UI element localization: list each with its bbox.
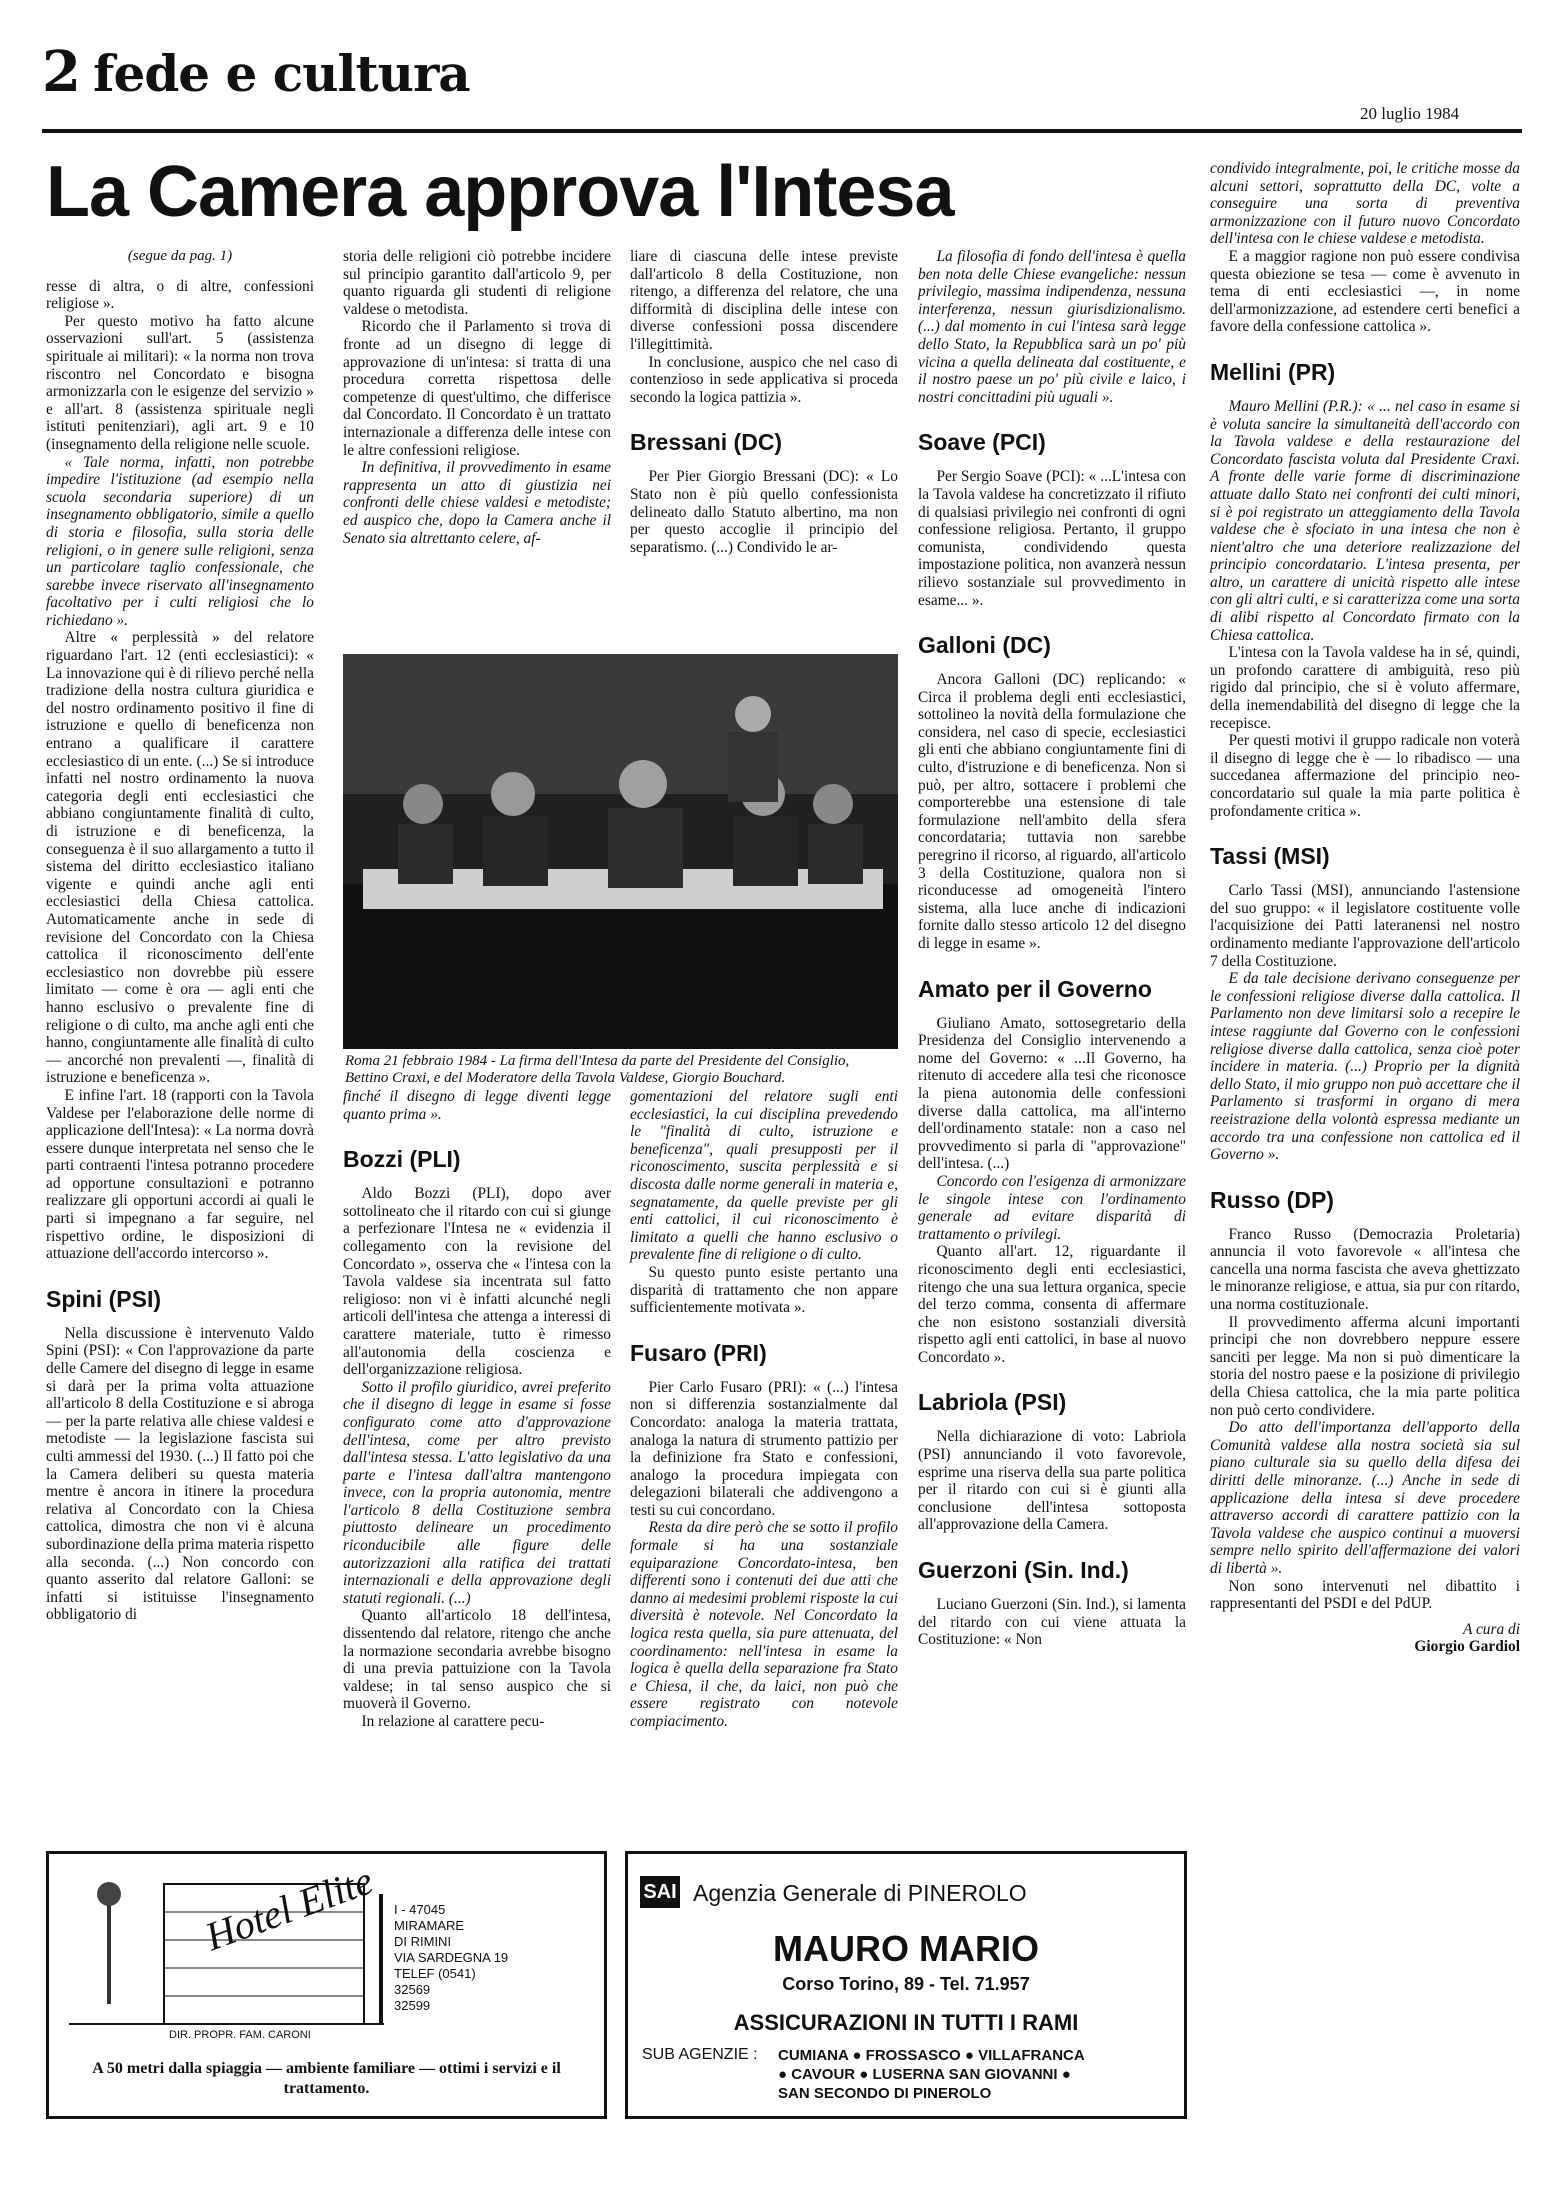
paragraph: resse di altra, o di altre, confessioni religiose ».	[46, 277, 314, 313]
paragraph: Carlo Tassi (MSI), annunciando l'astensione del suo gruppo: « il legislatore costituente volle l'acquisizione dei Patti lateranensi nel nostro ordinamento mediante l'approvazione dell'articolo 7 della Costituzione.	[1210, 882, 1520, 970]
paragraph: E infine l'art. 18 (rapporti con la Tavola Valdese per l'elaborazione delle norme di applicazione dell'Intesa): « La norma dovrà essere dunque interpretata nel senso che le parti contraenti l'intesa potranno procedere ad opportune consultazioni e potranno realizzare gli opportuni accordi ai quali le parti si impegnano a far seguire, nel rispettivo ordine, le disposizioni di attuazione dell'accordo intercorso ».	[46, 1086, 314, 1263]
continued-note: (segue da pag. 1)	[127, 248, 233, 264]
paragraph: E da tale decisione derivano conseguenze per le confessioni religiose diverse dalla cattolica. Il Parlamento non deve limitarsi solo a recepire le intese raggiunte dal Governo con le confessioni religiose diverse dalla cattolica, senza cioè poter incidere in materia. (...) Proprio per la dignità dello Stato, il mio gruppo non può accettare che il Parlamento si trasformi in organo di mera reeistrazione della volontà espressa mediante un accordo tra una confessione non cattolica ed il Governo ».	[1210, 970, 1520, 1164]
subhead-amato: Amato per il Governo	[918, 975, 1152, 1002]
address-line: 32569	[394, 1982, 431, 1997]
column-2-top	[343, 248, 611, 547]
subhead-labriola: Labriola (PSI)	[918, 1389, 1067, 1416]
paragraph: Aldo Bozzi (PLI), dopo aver sottolineato che il ritardo con cui si giunge a perfezionare l'Intesa ne « evidenzia il collegamento con la revisione del Concordato », osserva che « l'intesa con la Tavola valdese sia incentrata sul fatto religioso: non vi è infatti alcunché negli articoli dell'intesa che attenga a interessi di carattere materiale, tutto è rimesso all'autonomia della coscienza e dell'organizzazione religiosa.	[343, 1185, 611, 1379]
hotel-management: DIR. PROPR. FAM. CARONI	[169, 2029, 311, 2041]
column-3-top	[630, 248, 898, 556]
sai-name: MAURO MARIO	[773, 1928, 1039, 1969]
paragraph: Per questi motivi il gruppo radicale non voterà il disegno di legge che è — lo ribadisco — una succedanea affermazione del principio neo-concordatario sul quale la mia parte politica è profondamente critica ».	[1210, 732, 1520, 820]
paragraph: In relazione al carattere pecu-	[361, 1713, 545, 1730]
address-line: TELEF (0541)	[394, 1966, 476, 1981]
paragraph: Il provvedimento afferma alcuni importanti principi che non dovrebbero neppure essere sanciti per legge. Ma non si può dimenticare la storia del nostro paese e la posizione di privilegio della Chiesa cattolica, che la mia parte politica non può certo condividere.	[1210, 1313, 1520, 1419]
sai-agency: Agenzia Generale di PINEROLO	[693, 1880, 1027, 1906]
paragraph: Su questo punto esiste pertanto una disparità di trattamento che non appare sufficientemente motivata ».	[630, 1263, 898, 1317]
paragraph: Resta da dire però che se sotto il profilo formale si ha una sostanziale equiparazione Concordato-intesa, ben differenti sono i contenuti dei due atti che danno ai medesimi problemi risposte la cui diversità è notevole. Nel Concordato la logica resta quella, sia pure attenuata, del coordinamento: nell'intesa in esame la logica è quella della separazione fra Stato e Chiesa, il che, da laici, non può che essere registrato con notevole compiacimento.	[630, 1519, 898, 1730]
address-line: I - 47045	[394, 1902, 446, 1917]
paragraph: Non sono intervenuti nel dibattito i rappresentanti del PSDI e del PdUP.	[1210, 1577, 1520, 1613]
sai-advertisement	[625, 1851, 1187, 2119]
hotel-tagline: A 50 metri dalla spiaggia — ambiente familiare — ottimi i servizi e il trattamento.	[92, 2060, 561, 2097]
sai-agency-line: SAN SECONDO DI PINEROLO	[778, 2085, 992, 2102]
subhead-spini: Spini (PSI)	[46, 1285, 161, 1312]
subhead-bozzi: Bozzi (PLI)	[343, 1146, 461, 1173]
subhead-mellini: Mellini (PR)	[1210, 358, 1336, 385]
column-3-bottom	[630, 1088, 898, 1731]
sai-sub-agencies	[778, 2046, 1085, 2103]
sai-logo: SAI	[640, 1876, 680, 1908]
headline: La Camera approva l'Intesa	[46, 152, 954, 232]
column-1	[46, 248, 314, 1624]
paragraph: Altre « perplessità » del relatore riguardano l'art. 12 (enti ecclesiastici): « La innovazione qui è di rilievo perché nella tradizione della nostra cultura giuridica e del nostro ordinamento positivo il fine di istruzione e quello di beneficenza non entrano a qualificare il carattere ecclesiastico di un ente. (...) Se si introduce infatti nel nostro ordinamento la nuova categoria degli enti ecclesiastici che abbiano congiuntamente finalità di culto, di istruzione e di beneficenza, la conseguenza è il suo allargamento a tutto il sistema del diritto ecclesiastico italiano vigente e quindi anche agli enti ecclesiastici della Chiesa cattolica. Automaticamente anche in sede di revisione del Concordato con la Chiesa cattolica il riconoscimento dell'ente ecclesiastico non dovrebbe più essere limitato — come è ora — agli enti che hanno esclusivo o prevalente fine di religione o di culto, ma anche agli enti che hanno, congiuntamente alle finalità di culto — ancorché non prevalenti —, finalità di istruzione e beneficenza ».	[46, 629, 314, 1087]
photo-caption: Roma 21 febbraio 1984 - La firma dell'Intesa da parte del Presidente del Consiglio, Bettino Craxi, e del Moderatore della Tavola Valdese, Giorgio Bouchard.	[345, 1053, 850, 1086]
paragraph: « Tale norma, infatti, non potrebbe impedire l'istituzione (ad esempio nella scuola secondaria superiore) di un insegnamento obbligatorio, simile a quello di storia e filosofia, sulla storia delle religioni, o in genere sulle religioni, senza un particolare taglio confessionale, che sarebbe invece riservato all'insegnamento facoltativo per i culti religiosi che lo richiedano ».	[46, 453, 314, 629]
paragraph: Franco Russo (Democrazia Proletaria) annuncia il voto favorevole « all'intesa che cancella una norma fascista che aveva ghettizzato le minoranze religiose, e attua, sia pur con ritardo, una norma costituzionale.	[1210, 1225, 1520, 1314]
photo-illustration	[343, 654, 898, 1049]
paragraph: Quanto all'art. 12, riguardante il riconoscimento degli enti ecclesiastici, ritengo che una sua lettura organica, specie del terzo comma, consenta di affermare che non esistono sostanziali diversità rispetto agli enti cattolici, in base al nuovo Concordato ».	[918, 1243, 1186, 1366]
paragraph: Sotto il profilo giuridico, avrei preferito che il disegno di legge in esame si fosse configurato come atto d'approvazione dell'intesa, come per altro previsto dall'intesa stessa. L'atto legislativo da una parte e l'intesa dall'altra mantengono invece, con la propria autonomia, mentre l'articolo 8 della Costituzione sembra piuttosto delineare un procedimento riconducibile alle figure delle autorizzazioni alla ratifica dei trattati internazionali e della approvazione degli statuti regionali. (...)	[343, 1378, 611, 1607]
subhead-fusaro: Fusaro (PRI)	[630, 1339, 767, 1366]
column-2-bottom	[343, 1088, 611, 1731]
sai-address: Corso Torino, 89 - Tel. 71.957	[782, 1974, 1030, 1994]
address-line: VIA SARDEGNA 19	[394, 1950, 509, 1965]
paragraph: condivido integralmente, poi, le critiche mosse da alcuni settori, soprattutto della DC, volte a conseguire una sorta di preventiva armonizzazione con il futuro nuovo Concordato dell'intesa con le chiese valdese e metodista.	[1210, 160, 1520, 248]
paragraph: liare di ciascuna delle intese previste dall'articolo 8 della Costituzione, non ritengo, a differenza del relatore, che una difformità di disciplina delle intese con diverse confessioni possa discendere l'illegittimità.	[630, 248, 898, 353]
credit-label: A cura di	[1462, 1620, 1520, 1638]
credit-name: Giorgio Gardiol	[1414, 1638, 1520, 1656]
signing-photo	[343, 654, 898, 1049]
page-number: 2	[42, 39, 81, 105]
subhead-bressani: Bressani (DC)	[630, 429, 783, 456]
paragraph: Mauro Mellini (P.R.): « ... nel caso in esame si è voluta sancire la simultaneità dell'accordo con la Tavola valdese e della restaurazione del Concordato fascista voluta dal Presidente Craxi. A fronte delle varie forme di discriminazione attuate dallo Stato nei confronti dei culti minori, si è poi registrato un atteggiamento della Tavola valdese che è sfociato in una intesa che non è nient'altro che una deteriore realizzazione del principio concordatario. L'intesa presenta, per altro, un carattere di unicità rispetto alle intese con gli altri culti, e si caratterizza come una sorta di alibi rispetto al Concordato firmato con la Chiesa cattolica.	[1210, 397, 1520, 644]
paragraph: finché il disegno di legge diventi legge quanto prima ».	[343, 1088, 611, 1123]
hotel-address	[394, 1902, 508, 2014]
sai-agency-line: ● CAVOUR ● LUSERNA SAN GIOVANNI ●	[778, 2066, 1071, 2083]
hotel-sign: Hotel Elite	[199, 1857, 379, 1960]
paragraph: In definitiva, il provvedimento in esame rappresenta un atto di giustizia nei confronti delle chiese valdesi e metodiste; ed auspico che, dopo la Camera anche il Senato sia altrettanto celere, af-	[343, 459, 611, 547]
paragraph: Nella discussione è intervenuto Valdo Spini (PSI): « Con l'approvazione da parte delle Camere del disegno di legge in esame si darà per la prima volta attuazione all'articolo 8 della Costituzione e si abroga — per la parte relativa alle chiese valdesi e metodiste — la legislazione fascista sui culti ammessi del 1930. (...) Il fatto poi che la Camera deliberi su questa materia mentre è ancora in itinere la procedura relativa al Concordato con la Chiesa cattolica, dimostra che non vi è alcuna subordinazione della prima materia rispetto alla seconda. (...) Non concordo con quanto asserito dal relatore Galloni: se infatti si istituisse l'insegnamento obbligatorio di	[46, 1324, 314, 1624]
paragraph: L'intesa con la Tavola valdese ha in sé, quindi, un profondo carattere di ambiguità, reso più rigido dal principio, che si è voluto affermare, della inemendabilità del disegno di legge che la recepisce.	[1210, 644, 1520, 732]
paragraph: Ricordo che il Parlamento si trova di fronte ad un disegno di legge di approvazione di un'intesa: si tratta di una procedura corretta rispettosa delle competenze di quest'ultimo, che differisce dal Concordato. Il Concordato è un trattato internazionale a differenza delle intese con le altre confessioni religiose.	[343, 318, 611, 459]
sai-agency-line: CUMIANA ● FROSSASCO ● VILLAFRANCA	[778, 2047, 1085, 2064]
paragraph: Giuliano Amato, sottosegretario della Presidenza del Consiglio intervenendo a nome del Governo: « ...Il Governo, ha ritenuto di accedere alla tesi che riconosce la piena autonomia delle confessioni diverse dalla cattolica, ma all'interno dell'ordinamento statale: non a caso nel provvedimento si parla di "approvazione" dell'intesa. (...)	[918, 1014, 1186, 1173]
section-title: fede e cultura	[93, 44, 470, 103]
paragraph: Do atto dell'importanza dell'apporto della Comunità valdese alla nostra società sia sul piano culturale sia su quello della difesa dei diritti delle minoranze. (...) Anche in sede di applicazione della intesa si deve procedere attraverso accordi di carattere pattizio con la Tavola valdese che auspico continui a muoversi sempre nello spirito dell'affermazione dei valori di libertà ».	[1210, 1419, 1520, 1577]
paragraph: Luciano Guerzoni (Sin. Ind.), si lamenta del ritardo con cui viene attuata la Costituzione: « Non	[918, 1596, 1186, 1649]
paragraph: Ancora Galloni (DC) replicando: « Circa il problema degli enti ecclesiastici, sottolineo la novità della formulazione che considera, nel caso di specie, ecclesiastici gli enti che abbiano congiuntamente fini di culto, d'istruzione e di beneficenza. Non si può, per altro, sottacere i problemi che comporterebbe una estensione di tale formulazione nell'ambito della sfera concordataria; tuttavia non sarebbe peregrino il ricorso, al riguardo, all'articolo 3 della Costituzione, qualora non si riconducesse ad omogeneità l'intero sistema, alla luce anche di indicazioni fornite dallo stesso articolo 12 del disegno di legge in esame ».	[918, 671, 1186, 952]
address-line: DI RIMINI	[394, 1934, 452, 1949]
hotel-advertisement	[46, 1851, 607, 2119]
paragraph: gomentazioni del relatore sugli enti ecclesiastici, la cui disciplina prevedendo le "finalità di culto, istruzione e beneficenza", quali presupposti per il riconoscimento, suscita perplessità e si discosta dalle norme generali in materia e, segnatamente, da quelle previste per gli enti cattolici, il cui riconoscimento è limitato a quelli che hanno esclusivo o prevalente fine di religione o di culto.	[630, 1088, 898, 1264]
issue-date: 20 luglio 1984	[1360, 104, 1460, 123]
paragraph: Nella dichiarazione di voto: Labriola (PSI) annunciando il voto favorevole, esprime una riserva della sua parte politica per il ritardo con cui si è giunti alla conclusione dell'intesa sottoposta all'approvazione della Camera.	[918, 1428, 1186, 1534]
subhead-russo: Russo (DP)	[1210, 1186, 1334, 1213]
paragraph: storia delle religioni ciò potrebbe incidere sul principio garantito dall'articolo 9, per quanto riguarda gli studenti di religione valdese o metodista.	[343, 248, 611, 318]
column-4	[918, 248, 1186, 1649]
sai-sub-label: SUB AGENZIE :	[642, 2046, 758, 2063]
paragraph: In conclusione, auspico che nel caso di contenzioso in sede applicativa si proceda secondo la logica pattizia ».	[630, 353, 898, 406]
subhead-galloni: Galloni (DC)	[918, 632, 1051, 659]
paragraph: E a maggior ragione non può essere condivisa questa obiezione se tesa — come è avvenuto in tema di enti ecclesiastici —, in nome dell'armonizzazione, ad estendere certi benefici a favore della confessione cattolica ».	[1210, 247, 1520, 336]
subhead-soave: Soave (PCI)	[918, 429, 1046, 456]
masthead-rule	[42, 129, 1522, 133]
paragraph: Quanto all'articolo 18 dell'intesa, dissentendo dal relatore, ritengo che anche la normazione secondaria avrebbe bisogno di una previa pattuizione con la Tavola valdese; in tal senso auspico che si muoverà il Governo.	[343, 1607, 611, 1713]
sai-slogan: ASSICURAZIONI IN TUTTI I RAMI	[733, 2010, 1079, 2035]
paragraph: Per questo motivo ha fatto alcune osservazioni sull'art. 5 (assistenza spirituale ai militari): « la norma non trova riscontro nel Concordato e bisogna armonizzarla con le esigenze del servizio » e all'art. 8 (assistenza spirituale negli istituti penitenziari), agli art. 9 e 10 (insegnamento della religione nelle scuole.	[46, 312, 314, 453]
paragraph: Per Sergio Soave (PCI): « ...L'intesa con la Tavola valdese ha concretizzato il rifiuto di qualsiasi privilegio nei confronti di ogni confessione religiosa. Pertanto, il gruppo comunista, condividendo questa impostazione politica, non avanzerà nessun rilievo sostanziale sul provvedimento in esame... ».	[918, 468, 1186, 609]
paragraph: La filosofia di fondo dell'intesa è quella ben nota delle Chiese evangeliche: nessun privilegio, massima indipendenza, nessuna interferenza, nessun giurisdizionalismo. (...) dal momento in cui l'intesa sarà legge dello Stato, la Repubblica sarà un po' più vicina a quella delineata dal costituente, e il nostro paese un po' più civile e laico, i nostri concittadini più uguali ».	[918, 248, 1186, 406]
address-line: MIRAMARE	[394, 1918, 465, 1933]
paragraph: Per Pier Giorgio Bressani (DC): « Lo Stato non è più quello confessionista delineato dallo Statuto albertino, ma non per questo accoglie il principio del separatismo. (...) Condivido le ar-	[630, 468, 898, 556]
subhead-tassi: Tassi (MSI)	[1210, 843, 1330, 870]
column-5	[1210, 160, 1520, 1656]
paragraph: Pier Carlo Fusaro (PRI): « (...) l'intesa non si differenzia sostanzialmente dal Concordato: analoga la materia trattata, analoga la natura di strumento pattizio per la definizione fra Stato e confessioni, analogo la procedura impiegata con delegazioni bilaterali che addivengono a testi su cui concordano.	[630, 1378, 898, 1519]
address-line: 32599	[394, 1998, 431, 2013]
paragraph: Concordo con l'esigenza di armonizzare le singole intese con l'ordinamento generale ad evitare disparità di trattamento o privilegi.	[918, 1172, 1186, 1243]
subhead-guerzoni: Guerzoni (Sin. Ind.)	[918, 1557, 1129, 1584]
